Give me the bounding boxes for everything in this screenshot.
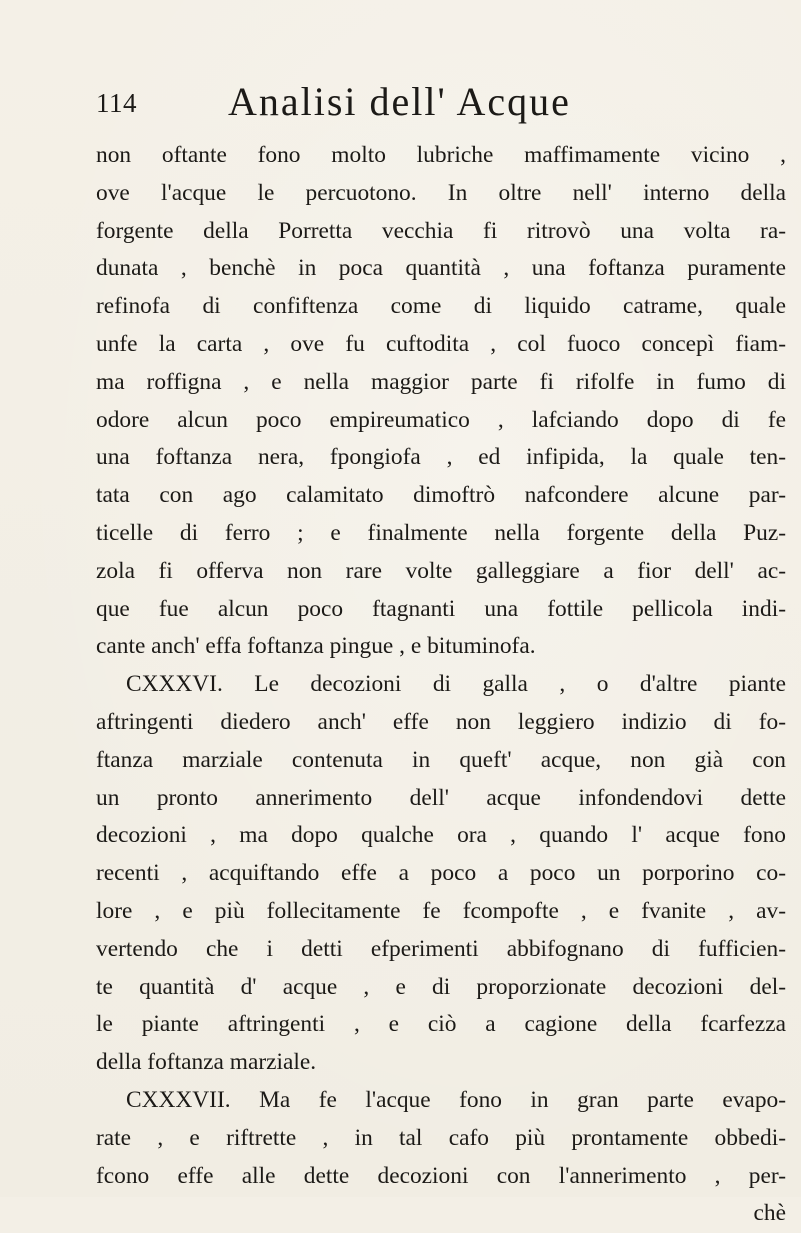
text-line: decozioni , ma dopo qualche ora , quando l' acque fono	[96, 822, 786, 849]
text-line: un pronto annerimento dell' acque infondendovi dette	[96, 784, 786, 811]
text-line: ticelle di ferro ; e finalmente nella forgente della Puz-	[96, 519, 786, 546]
text-line: ove l'acque le percuotono. In oltre nell' interno della	[96, 179, 786, 206]
text-line: vertendo che i detti efperimenti abbifognano di fufficien-	[96, 935, 786, 962]
text-line: una foftanza nera, fpongiofa , ed infipida, la quale ten-	[96, 444, 786, 471]
body-text	[96, 137, 786, 1233]
text-line: aftringenti diedero anch' effe non leggiero indizio di fo-	[96, 708, 786, 735]
paragraph-end-line: della foftanza marziale.	[96, 1049, 317, 1076]
text-line: ftanza marziale contenuta in queft' acque, non già con	[96, 746, 786, 773]
page-header	[96, 78, 736, 126]
page-number: 114	[96, 88, 137, 118]
text-line: non oftante fono molto lubriche maffimamente vicino ,	[96, 142, 786, 168]
text-line: te quantità d' acque , e di proporzionate decozioni del-	[96, 973, 786, 1000]
section-cxxxvii-start: CXXXVII. Ma fe l'acque fono in gran parte evapo-	[126, 1086, 786, 1113]
text-line: forgente della Porretta vecchia fi ritrovò una volta ra-	[96, 217, 786, 244]
section-cxxxvi-start: CXXXVI. Le decozioni di galla , o d'altre piante	[126, 671, 786, 698]
text-line: unfe la carta , ove fu cuftodita , col fuoco concepì fiam-	[96, 330, 786, 357]
text-line: zola fi offerva non rare volte galleggiare a fior dell' ac-	[96, 557, 786, 584]
text-line: ma roffigna , e nella maggior parte fi rifolfe in fumo di	[96, 368, 786, 395]
running-head: Analisi dell' Acque	[228, 79, 571, 124]
text-line: tata con ago calamitato dimoftrò nafcondere alcune par-	[96, 482, 786, 509]
paragraph-end-line: cante anch' effa foftanza pingue , e bituminofa.	[96, 633, 536, 660]
text-line: dunata , benchè in poca quantità , una foftanza puramente	[96, 255, 786, 282]
text-line: que fue alcun poco ftagnanti una fottile pellicola indi-	[96, 595, 786, 622]
text-line: refinofa di confiftenza come di liquido catrame, quale	[96, 293, 786, 320]
text-line: rate , e riftrette , in tal cafo più prontamente obbedi-	[96, 1124, 786, 1151]
catchword: chè	[753, 1200, 786, 1227]
text-line: lore , e più follecitamente fe fcompofte , e fvanite , av-	[96, 897, 786, 924]
text-line: le piante aftringenti , e ciò a cagione della fcarfezza	[96, 1011, 786, 1038]
text-line: odore alcun poco empireumatico , lafciando dopo di fe	[96, 406, 786, 433]
text-line: recenti , acquiftando effe a poco a poco un porporino co-	[96, 860, 786, 887]
text-line: fcono effe alle dette decozioni con l'annerimento , per-	[96, 1162, 786, 1189]
